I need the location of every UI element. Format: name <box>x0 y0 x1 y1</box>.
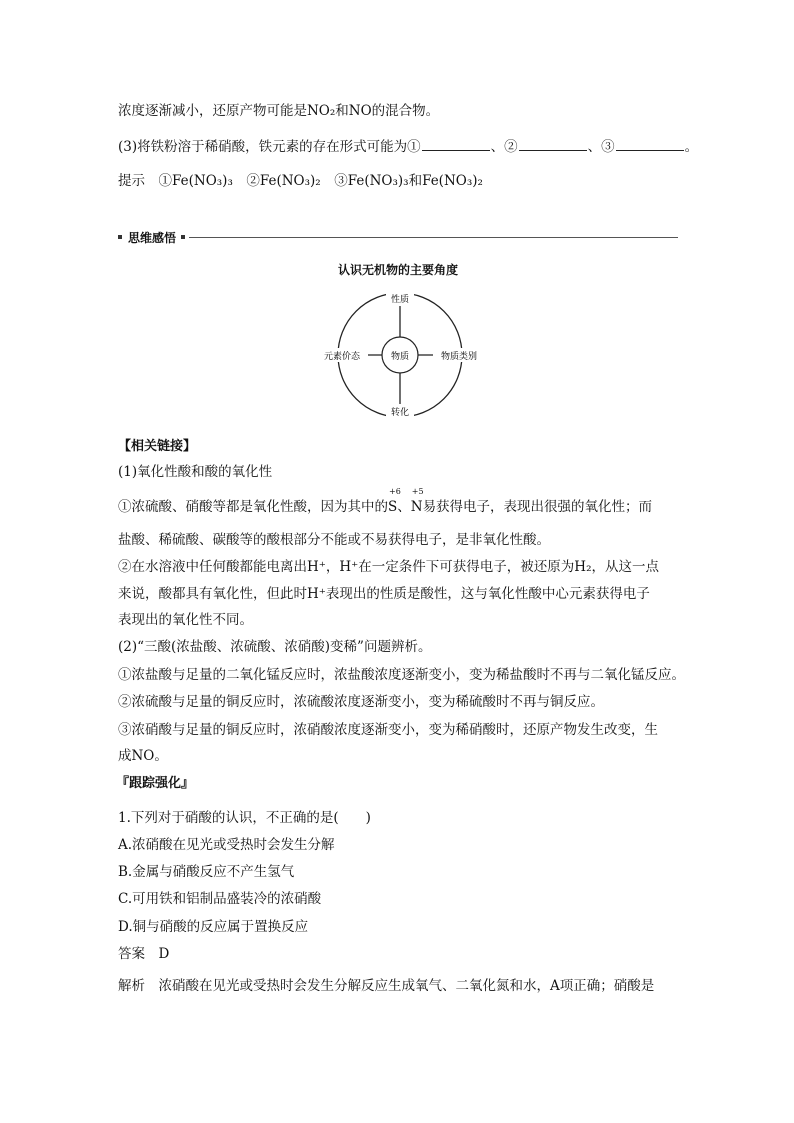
exercise-question: 1.下列对于硝酸的认识，不正确的是( ) <box>118 810 371 826</box>
nitrogen-with-oxidation-state <box>410 487 424 517</box>
sulfur-symbol: S <box>388 499 398 515</box>
paragraph-2-line-3: ③浓硝酸与足量的铜反应时，浓硝酸浓度逐渐变小，变为稀硝酸时，还原产物发生改变，生 <box>118 722 658 738</box>
paragraph-2-line-2: ②浓硫酸与足量的铜反应时，浓硫酸浓度逐渐变小，变为稀硫酸时不再与铜反应。 <box>118 694 604 710</box>
related-links-heading: 【相关链接】 <box>118 439 197 454</box>
sulfur-oxidation-state: +6 <box>389 487 401 496</box>
paragraph-1-line-1 <box>118 487 680 517</box>
symbol-separator: 、 <box>397 499 411 515</box>
perspective-diagram <box>300 282 500 428</box>
answer-blank-2[interactable] <box>519 138 587 151</box>
paragraph-1-line-4: 来说，酸都具有氧化性，但此时H⁺表现出的性质是酸性，这与氧化性酸中心元素获得电子 <box>118 586 650 602</box>
square-bullet-icon <box>181 235 185 239</box>
answer-blank-3[interactable] <box>616 138 684 151</box>
answer-line: 答案 D <box>118 946 170 962</box>
bottom-label: 转化 <box>390 408 410 418</box>
paragraph-1-line-2: 盐酸、稀硫酸、碳酸等的酸根部分不能或不易获得电子，是非氧化性酸。 <box>118 532 550 548</box>
text-line-1: 浓度逐渐减小，还原产物可能是NO₂和NO的混合物。 <box>118 103 440 119</box>
section-header <box>118 227 678 247</box>
nitrogen-symbol: N <box>410 499 423 515</box>
subsection-2-title: (2)“三酸(浓盐酸、浓硫酸、浓硝酸)变稀”问题辨析。 <box>118 639 432 655</box>
answer-blank-1[interactable] <box>422 138 490 151</box>
paragraph-1-line-5: 表现出的氧化性不同。 <box>118 612 253 628</box>
paragraph-2-line-4: 成NO。 <box>118 748 168 764</box>
question-3-text: (3)将铁粉溶于稀硝酸，铁元素的存在形式可能为① <box>118 139 421 155</box>
nitrogen-oxidation-state: +5 <box>411 487 424 496</box>
option-d[interactable]: D.铜与硝酸的反应属于置换反应 <box>118 919 309 935</box>
option-c[interactable]: C.可用铁和铝制品盛装冷的浓硝酸 <box>118 891 322 907</box>
diagram-title: 认识无机物的主要角度 <box>337 263 458 277</box>
question-3-line <box>118 137 699 157</box>
option-b[interactable]: B.金属与硝酸反应不产生氢气 <box>118 864 295 880</box>
subsection-1-title: (1)氧化性酸和酸的氧化性 <box>118 464 273 480</box>
question-3-end: 。 <box>684 139 699 155</box>
section-title: 思维感悟 <box>128 230 177 245</box>
follow-up-heading: 『跟踪强化』 <box>116 776 195 791</box>
blank-separator-2: 、② <box>490 139 518 155</box>
paragraph-1-text-b: 易获得电子，表现出很强的氧化性；而 <box>422 499 653 515</box>
center-label: 物质 <box>390 352 410 362</box>
hint-line: 提示 ①Fe(NO₃)₃ ②Fe(NO₃)₂ ③Fe(NO₃)₃和Fe(NO₃)₂ <box>118 173 483 189</box>
sulfur-with-oxidation-state <box>388 487 401 517</box>
section-divider <box>189 237 678 238</box>
blank-separator-3: 、③ <box>587 139 615 155</box>
paragraph-1-text-a: ①浓硫酸、硝酸等都是氧化性酸，因为其中的 <box>118 499 388 515</box>
option-a[interactable]: A.浓硝酸在见光或受热时会发生分解 <box>118 837 335 853</box>
analysis-line: 解析 浓硝酸在见光或受热时会发生分解反应生成氧气、二氧化氮和水，A项正确；硝酸是 <box>118 978 655 994</box>
top-label: 性质 <box>390 295 410 305</box>
left-label: 元素价态 <box>323 352 361 362</box>
paragraph-2-line-1: ①浓盐酸与足量的二氧化锰反应时，浓盐酸浓度逐渐变小，变为稀盐酸时不再与二氧化锰反应。 <box>118 667 685 683</box>
square-bullet-icon <box>118 235 122 239</box>
paragraph-1-line-3: ②在水溶液中任何酸都能电离出H⁺，H⁺在一定条件下可获得电子，被还原为H₂，从这一点 <box>118 559 659 575</box>
right-label: 物质类别 <box>440 352 478 362</box>
